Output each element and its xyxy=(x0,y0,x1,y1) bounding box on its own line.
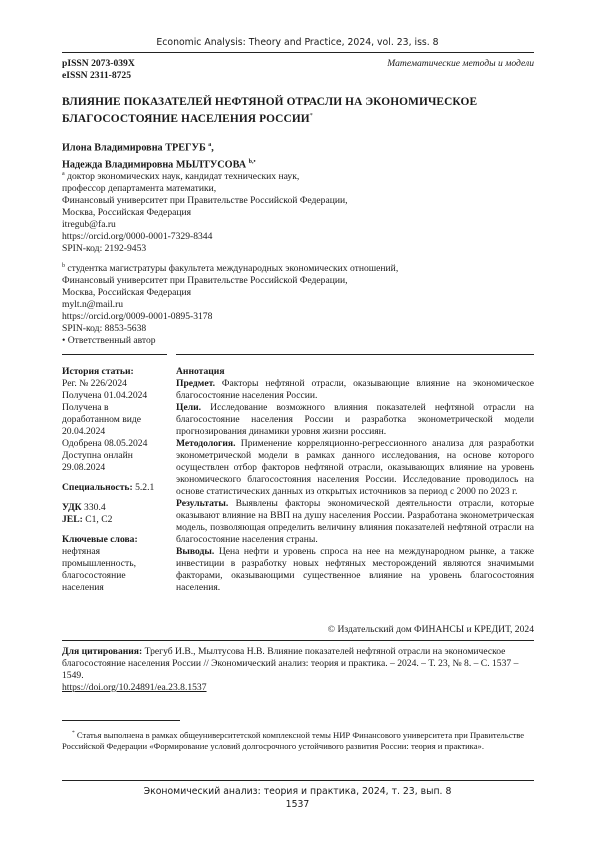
affiliation-mark: a xyxy=(62,171,65,177)
abstract xyxy=(176,366,534,594)
article-info-sidebar xyxy=(62,366,167,594)
copyright: © Издательский дом ФИНАНСЫ и КРЕДИТ, 2024 xyxy=(327,624,534,635)
history-item: Доступна онлайн 29.08.2024 xyxy=(62,450,133,473)
author-spin: SPIN-код: 2192-9453 xyxy=(62,243,147,255)
author: Надежда Владимировна МЫЛТУСОВА $^{b,•}$ xyxy=(62,159,256,171)
abstract-results: Результаты. Выявлены факторы экономической деятельности отрасли, которые оказывают влияние на ВВП на душу населения России. Разработана эконометрическая модель, позволяющая определить величину влияния показателей нефтяной отрасли на благосостояние населения страны. xyxy=(176,498,534,545)
udk: УДК 330.4 xyxy=(62,502,106,513)
author-orcid[interactable]: https://orcid.org/0000-0001-7329-8344 xyxy=(62,231,213,243)
citation-text: Трегуб И.В., Мылтусова Н.В. Влияние показателей нефтяной отрасли на экономическое благосостояние населения России // Экономический анализ: теория и практика. – 2024. – Т. 23, № 8. – С. 1537 – 1549. xyxy=(62,646,519,681)
issn-block xyxy=(62,58,135,82)
footnote-divider xyxy=(62,720,180,721)
abstract-subject: Предмет. Факторы нефтяной отрасли, оказывающие влияние на экономическое благосостояние населения России. xyxy=(176,378,534,401)
footnote xyxy=(62,728,534,752)
history-item: Рег. № 226/2024 xyxy=(62,378,127,389)
history-heading: История статьи: xyxy=(62,366,134,377)
running-header: Economic Analysis: Theory and Practice, 2024, vol. 23, iss. 8 xyxy=(156,37,439,48)
abstract-conclusions: Выводы. Цена нефти и уровень спроса на нее на международном рынке, а также инвестиции в разработку новых нефтяных месторождений являются значимыми факторами, оказывающими существенное влияние на уровень благосостояния населения. xyxy=(176,546,534,593)
citation-label: Для цитирования: xyxy=(62,646,143,657)
footnote-text: Статья выполнена в рамках общеуниверситетской комплексной темы НИР Финансового университета при Правительстве Российской Федерации «Формирование условий долгосрочного устойчивого развития России: теория и практика». xyxy=(62,729,525,751)
affiliation-b: $^b$ студентка магистратуры факультета международных экономических отношений, Финансовый университет при Правительстве Российской Федерации, Москва, Российская Федерация mylt.n@mail.ru https://orcid.org/0009-0001-0895-3178 SPIN-код: 8853-5638 xyxy=(62,263,399,335)
sidebar-divider xyxy=(62,354,167,355)
author-email[interactable]: mylt.n@mail.ru xyxy=(62,299,124,311)
corresponding-author-note: • Ответственный автор xyxy=(62,335,156,346)
author-spin: SPIN-код: 8853-5638 xyxy=(62,323,147,335)
affiliation-a: $^a$ доктор экономических наук, кандидат технических наук, профессор департамента математики, Финансовый университет при Правительстве Российской Федерации, Москва, Российская Федерация itregub@fa.ru https://orcid.org/0000-0001-7329-8344 SPIN-код: 2192-9453 xyxy=(62,171,348,255)
doi-link[interactable]: https://doi.org/10.24891/ea.23.8.1537 xyxy=(62,682,207,693)
citation-divider xyxy=(62,640,534,641)
author-orcid[interactable]: https://orcid.org/0009-0001-0895-3178 xyxy=(62,311,213,323)
affiliation-mark: b xyxy=(62,263,65,269)
abstract-methodology: Методология. Применение корреляционно-регрессионного анализа для разработки эконометрической модели в рамках данного исследования, на основе которого осуществлен отбор факторов нефтяной отрасли, оказывающих влияние на уровень экономического благосостояния населения России. Исследование проводилось на основе статистических данных из открытых источников за период с 2000 по 2023 г. xyxy=(176,438,534,497)
footer-divider xyxy=(62,780,534,781)
page-footer xyxy=(0,785,595,811)
keywords: нефтяная промышленность, благосостояние населения xyxy=(62,546,137,593)
history-item: Получена в доработанном виде 20.04.2024 xyxy=(62,402,142,437)
article-title xyxy=(62,95,534,126)
footer-journal: Экономический анализ: теория и практика, 2024, т. 23, вып. 8 xyxy=(143,786,452,797)
author-email[interactable]: itregub@fa.ru xyxy=(62,219,116,231)
footnote-mark: * xyxy=(72,730,75,736)
title-footnote-mark: * xyxy=(309,113,313,119)
section-name: Математические методы и модели xyxy=(387,58,534,69)
citation-block xyxy=(62,646,534,694)
keywords-heading: Ключевые слова: xyxy=(62,534,138,545)
page-number: 1537 xyxy=(285,799,310,810)
specialty: Специальность: 5.2.1 xyxy=(62,482,155,493)
title-text: ВЛИЯНИЕ ПОКАЗАТЕЛЕЙ НЕФТЯНОЙ ОТРАСЛИ НА ЭКОНОМИЧЕСКОЕ БЛАГОСОСТОЯНИЕ НАСЕЛЕНИЯ РОССИИ xyxy=(62,96,478,125)
jel: JEL: C1, C2 xyxy=(62,514,113,525)
abstract-heading: Аннотация xyxy=(176,366,225,377)
print-issn: pISSN 2073-039X xyxy=(62,58,135,69)
abstract-divider xyxy=(176,354,534,355)
history-item: Одобрена 08.05.2024 xyxy=(62,438,148,449)
header-divider xyxy=(62,52,534,53)
history-item: Получена 01.04.2024 xyxy=(62,390,148,401)
abstract-objectives: Цели. Исследование возможного влияния показателей нефтяной отрасли на благосостояние населения России и разработка эконометрической модели прогнозирования динамики уровня жизни россиян. xyxy=(176,402,534,437)
author: Илона Владимировна ТРЕГУБ $^a$, xyxy=(62,142,214,154)
electronic-issn: eISSN 2311-8725 xyxy=(62,70,132,81)
